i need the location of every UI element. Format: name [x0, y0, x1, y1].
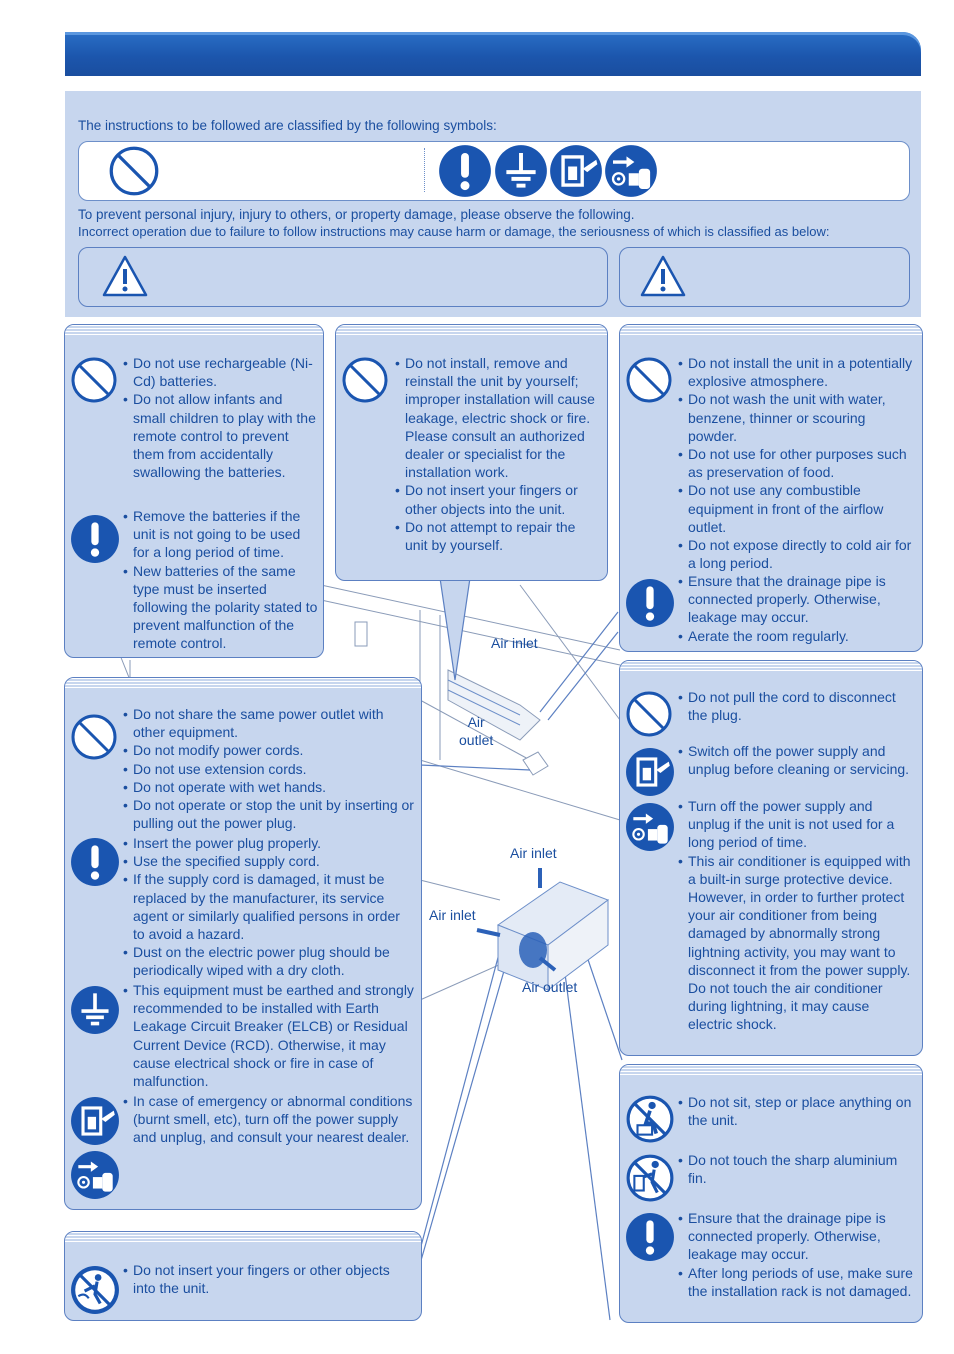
prohibit-icon — [625, 690, 673, 738]
list-item: • Do not attempt to repair the unit by yourself. — [395, 518, 597, 554]
list-item: • Switch off the power supply and unplug before cleaning or servicing. — [678, 742, 914, 778]
list-item: • After long periods of use, make sure the installation rack is not damaged. — [678, 1264, 914, 1300]
outdoor-unit-drawing — [477, 868, 608, 990]
remote-prohibit-list — [123, 354, 318, 481]
list-item: • Do not use rechargeable (Ni-Cd) batteries. — [123, 354, 318, 390]
outdoor-fin-list — [678, 1151, 914, 1187]
outdoor-unit-panel-header — [620, 1065, 922, 1076]
exclamation-icon — [625, 578, 675, 628]
indoor-air-inlet-label: Air inlet — [491, 635, 538, 651]
list-item: • Do not use for other purposes such as preservation of food. — [678, 445, 914, 481]
plug-prohibit-list — [678, 688, 914, 724]
list-item: • Do not touch the sharp aluminium fin. — [678, 1151, 914, 1187]
exclamation-icon — [70, 514, 120, 564]
list-item: • In case of emergency or abnormal conditions (burnt smell, etc), turn off the power supply and unplug, and consult your nearest dealer. — [123, 1092, 415, 1147]
outdoor-sit-list — [678, 1093, 914, 1129]
list-item: • Use the specified supply cord. — [123, 852, 415, 870]
list-item: • Do not wash the unit with water, benzene, thinner or scouring powder. — [678, 390, 914, 445]
list-item: • New batteries of the same type must be inserted following the polarity stated to prevent malfunction of the remote control. — [123, 562, 318, 653]
list-item: • Ensure that the drainage pipe is connected properly. Otherwise, leakage may occur. — [678, 1209, 914, 1264]
list-item: • Do not operate with wet hands. — [123, 778, 415, 796]
list-item: • Do not modify power cords. — [123, 741, 415, 759]
plug-panel-header — [620, 661, 922, 672]
unplug-icon — [625, 802, 675, 852]
switch-off-icon — [625, 747, 675, 797]
list-item: • This air conditioner is equipped with a built-in surge protective device. However, in order to further protect your air conditioner from being damaged by abnormally strong lightning activity, you may want to disconnect it from the power supply. Do not touch the air conditioner during lightning, it may cause electric shock. — [678, 852, 914, 1034]
exclamation-icon — [70, 837, 120, 887]
indoor-must-list — [678, 572, 914, 645]
list-item: • If the supply cord is damaged, it must be replaced by the manufacturer, its service agent or similarly qualified persons in order to avoid a hazard. — [123, 870, 415, 943]
list-item: • Dust on the electric power plug should be periodically wiped with a dry cloth. — [123, 943, 415, 979]
prohibit-icon — [625, 356, 673, 404]
outdoor-must-list — [678, 1209, 914, 1300]
installation-panel-header — [336, 325, 607, 336]
plug-unplug-list — [678, 797, 914, 1034]
power-must-list — [123, 834, 415, 980]
outdoor-fingers-panel-header — [65, 1232, 421, 1243]
list-item: • Do not expose directly to cold air for a long period. — [678, 536, 914, 572]
remote-control-panel-header — [65, 325, 323, 336]
list-item: • Do not install, remove and reinstall the unit by yourself; improper installation will cause leakage, electric shock or fire. Please consult an authorized dealer or specialist for the installation work. — [395, 354, 597, 481]
indoor-air-outlet-label: Air outlet — [459, 714, 494, 748]
list-item: • This equipment must be earthed and strongly recommended to be installed with Earth Leakage Circuit Breaker (ELCB) or Residual Current Device (RCD). Otherwise, it may cause electrical shock or fire in case of malfunction. — [123, 981, 415, 1090]
prohibit-icon — [70, 713, 118, 761]
power-prohibit-list — [123, 705, 415, 832]
outdoor-air-inlet-top-label: Air inlet — [510, 845, 557, 861]
list-item: • Ensure that the drainage pipe is connected properly. Otherwise, leakage may occur. — [678, 572, 914, 627]
list-item: • Do not allow infants and small children to play with the remote control to prevent them from accidentally swallowing the batteries. — [123, 390, 318, 481]
exclamation-icon — [625, 1212, 675, 1262]
indoor-prohibit-list — [678, 354, 914, 572]
list-item: • Do not pull the cord to disconnect the plug. — [678, 688, 914, 724]
prevention-line-2: Incorrect operation due to failure to follow instructions may cause harm or damage, the seriousness of which is classified as below: — [78, 224, 830, 239]
list-item: • Do not sit, step or place anything on the unit. — [678, 1093, 914, 1129]
switch-off-icon — [70, 1096, 120, 1146]
no-fingers-icon — [70, 1265, 120, 1315]
list-item: • Do not insert your fingers or other objects into the unit. — [395, 481, 597, 517]
outdoor-air-outlet-label: Air outlet — [522, 979, 578, 995]
list-item: • Turn off the power supply and unplug if the unit is not used for a long period of time. — [678, 797, 914, 852]
installation-list — [395, 354, 597, 554]
list-item: • Do not operate or stop the unit by inserting or pulling out the power plug. — [123, 796, 415, 832]
classification-intro: The instructions to be followed are classified by the following symbols: — [78, 118, 497, 133]
unplug-icon — [70, 1150, 120, 1200]
list-item: • Do not use extension cords. — [123, 760, 415, 778]
power-supply-panel-header — [65, 678, 421, 689]
no-sit-icon — [625, 1094, 675, 1144]
power-emergency-list — [123, 1092, 415, 1147]
list-item: • Do not install the unit in a potentially explosive atmosphere. — [678, 354, 914, 390]
no-touch-icon — [625, 1153, 675, 1203]
prohibit-icon — [70, 356, 118, 404]
list-item: • Insert the power plug properly. — [123, 834, 415, 852]
power-earth-list — [123, 981, 415, 1090]
plug-switch-off-list — [678, 742, 914, 778]
outdoor-fingers-list — [123, 1261, 415, 1297]
earth-icon — [70, 985, 120, 1035]
list-item: • Do not use any combustible equipment in front of the airflow outlet. — [678, 481, 914, 536]
list-item: • Do not insert your fingers or other objects into the unit. — [123, 1261, 415, 1297]
indoor-unit-panel-header — [620, 325, 922, 336]
list-item: • Do not share the same power outlet with other equipment. — [123, 705, 415, 741]
remote-must-list — [123, 507, 318, 653]
list-item: • Aerate the room regularly. — [678, 627, 914, 645]
prevention-line-1: To prevent personal injury, injury to others, or property damage, please observe the following. — [78, 207, 635, 222]
list-item: • Remove the batteries if the unit is not going to be used for a long period of time. — [123, 507, 318, 562]
prohibit-icon — [341, 356, 389, 404]
outdoor-air-inlet-side-label: Air inlet — [429, 907, 476, 923]
